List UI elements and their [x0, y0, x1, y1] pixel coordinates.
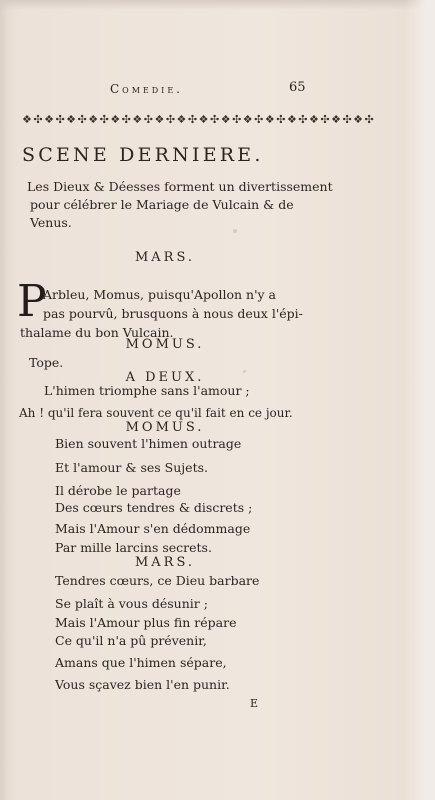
- speaker-name: MARS.: [134, 555, 196, 570]
- speaker-name: MOMUS.: [125, 337, 205, 352]
- dialogue-line: pas pourvû, brusquons à nous deux l'épi-: [43, 306, 303, 321]
- stage-direction: [27, 178, 333, 232]
- speaker-name: MOMUS.: [125, 420, 205, 435]
- verse-line: L'himen triomphe sans l'amour ;: [44, 383, 250, 398]
- dialogue-paragraph: [43, 285, 303, 323]
- verse-line: Mais l'Amour s'en dédommage: [55, 521, 251, 536]
- page-right-margin: [405, 0, 435, 800]
- verse-line: Ah ! qu'il fera souvent ce qu'il fait en ce jour.: [19, 406, 293, 420]
- verse-line: Et l'amour & ses Sujets.: [55, 460, 208, 475]
- page-top-shadow: [0, 0, 435, 10]
- verse-line: Amans que l'himen sépare,: [55, 655, 227, 670]
- dialogue-line: thalame du bon Vulcain.: [20, 325, 174, 340]
- printers-ornament: ❖✣❖✣❖✣❖✣❖✣❖✣❖✣❖✣❖✣❖✣❖✣❖✣❖✣❖✣❖✣❖✣: [22, 113, 376, 126]
- verse-line: Tendres cœurs, ce Dieu barbare: [55, 573, 260, 588]
- verse-line: Se plaît à vous désunir ;: [55, 596, 208, 611]
- stage-direction-line: pour célébrer le Mariage de Vulcain & de: [30, 197, 294, 212]
- verse-line: Mais l'Amour plus fin répare: [55, 615, 237, 630]
- drop-cap-letter: P: [17, 276, 47, 327]
- dialogue-line: Arbleu, Momus, puisqu'Apollon n'y a: [43, 287, 277, 302]
- stage-direction-line: Venus.: [30, 215, 72, 230]
- verse-line: Il dérobe le partage: [55, 483, 181, 498]
- speaker-name: A DEUX.: [125, 370, 205, 385]
- dialogue-line: Tope.: [29, 355, 64, 370]
- running-head: Comedie.: [110, 82, 183, 96]
- verse-line: Des cœurs tendres & discrets ;: [55, 500, 253, 515]
- signature-mark: E: [250, 697, 259, 710]
- page-number: 65: [289, 80, 306, 95]
- verse-line: Ce qu'il n'a pû prévenir,: [55, 633, 207, 648]
- verse-line: Par mille larcins secrets.: [55, 540, 212, 555]
- verse-line: Vous sçavez bien l'en punir.: [55, 677, 230, 692]
- speaker-name: MARS.: [134, 250, 196, 265]
- scene-title: SCENE DERNIERE.: [22, 144, 264, 166]
- verse-line: Bien souvent l'himen outrage: [55, 436, 242, 451]
- stage-direction-line: Les Dieux & Déesses forment un divertissement: [27, 179, 333, 194]
